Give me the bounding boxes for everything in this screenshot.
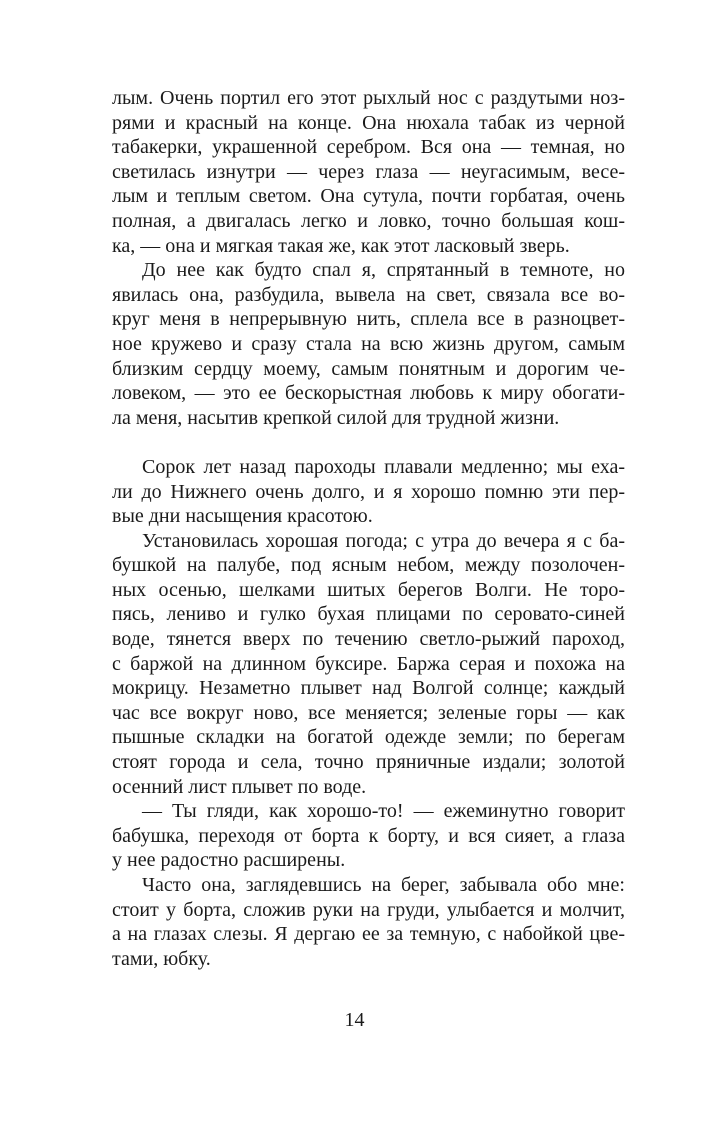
paragraph — [112, 873, 625, 971]
text-line: лым и теплым светом. Она сутула, почти горбатая, очень — [112, 185, 625, 208]
text-line: бушкой на палубе, под ясным небом, между позолочен- — [112, 554, 625, 577]
paragraph-gap — [112, 430, 625, 455]
text-line: бабушка, переходя от борта к борту, и вся сияет, а глаза — [112, 824, 625, 847]
text-line: лым. Очень портил его этот рыхлый нос с раздутыми ноз- — [112, 87, 625, 109]
text-line: вые дни насыщения красотою. — [112, 505, 373, 528]
text-line: ла меня, насытив крепкой силой для трудной жизни. — [112, 406, 560, 429]
text-line: с баржой на длинном буксире. Баржа серая и похожа на — [112, 652, 625, 675]
text-line: пясь, лениво и гулко бухая плицами по серовато-синей — [112, 603, 625, 626]
text-line: у нее радостно расширены. — [112, 849, 346, 872]
text-line: ка, — она и мягкая такая же, как этот ласковый зверь. — [112, 234, 570, 257]
text-line: тами, юбку. — [112, 947, 211, 970]
text-line: рями и красный на конце. Она нюхала табак из черной — [112, 111, 625, 134]
text-line: ли до Нижнего очень долго, и я хорошо помню эти пер- — [112, 480, 625, 503]
text-line: явилась она, разбудила, вывела на свет, связала все во- — [112, 283, 625, 306]
text-line: ных осенью, шелками шитых берегов Волги. Не торо- — [112, 578, 625, 601]
text-line: стоят города и села, точно пряничные издали; золотой — [112, 751, 625, 774]
body-text — [112, 86, 625, 971]
text-line: стоит у борта, сложив руки на груди, улыбается и молчит, — [112, 898, 625, 921]
text-line: светилась изнутри — через глаза — неугасимым, весе- — [112, 160, 625, 183]
paragraph — [112, 799, 625, 873]
text-line: близким сердцу моему, самым понятным и дорогим че- — [112, 357, 625, 380]
text-line: час все вокруг ново, все меняется; зеленые горы — как — [112, 701, 625, 724]
text-line: воде, тянется вверх по течению светло-рыжий пароход, — [112, 628, 625, 651]
text-line: а на глазах слезы. Я дергаю ее за темную, с набойкой цве- — [112, 923, 625, 946]
page-number: 14 — [344, 1009, 365, 1031]
text-line: — Ты гляди, как хорошо-то! — ежеминутно говорит — [142, 800, 625, 823]
text-line: полная, а двигалась легко и ловко, точно большая кош- — [112, 209, 625, 232]
text-line: Сорок лет назад пароходы плавали медленно; мы еха- — [142, 455, 625, 478]
paragraph — [112, 86, 625, 258]
text-line: круг меня в непрерывную нить, сплела все в разноцвет- — [112, 308, 625, 331]
text-line: Часто она, заглядевшись на берег, забывала обо мне: — [142, 874, 625, 896]
text-line: пышные складки на богатой одежде земли; по берегам — [112, 726, 625, 749]
text-line: осенний лист плывет по воде. — [112, 775, 367, 798]
paragraph — [112, 258, 625, 430]
text-line: ловеком, — это ее бескорыстная любовь к миру обогати- — [112, 382, 625, 405]
text-line: ное кружево и сразу стала на всю жизнь другом, самым — [112, 332, 625, 355]
paragraph — [112, 455, 625, 529]
text-line: табакерки, украшенной серебром. Вся она — темная, но — [112, 136, 625, 159]
paragraph — [112, 529, 625, 800]
text-line: До нее как будто спал я, спрятанный в темноте, но — [142, 259, 625, 282]
text-line: мокрицу. Незаметно плывет над Волгой солнце; каждый — [112, 677, 625, 700]
text-line: Установилась хорошая погода; с утра до вечера я с ба- — [142, 529, 625, 552]
